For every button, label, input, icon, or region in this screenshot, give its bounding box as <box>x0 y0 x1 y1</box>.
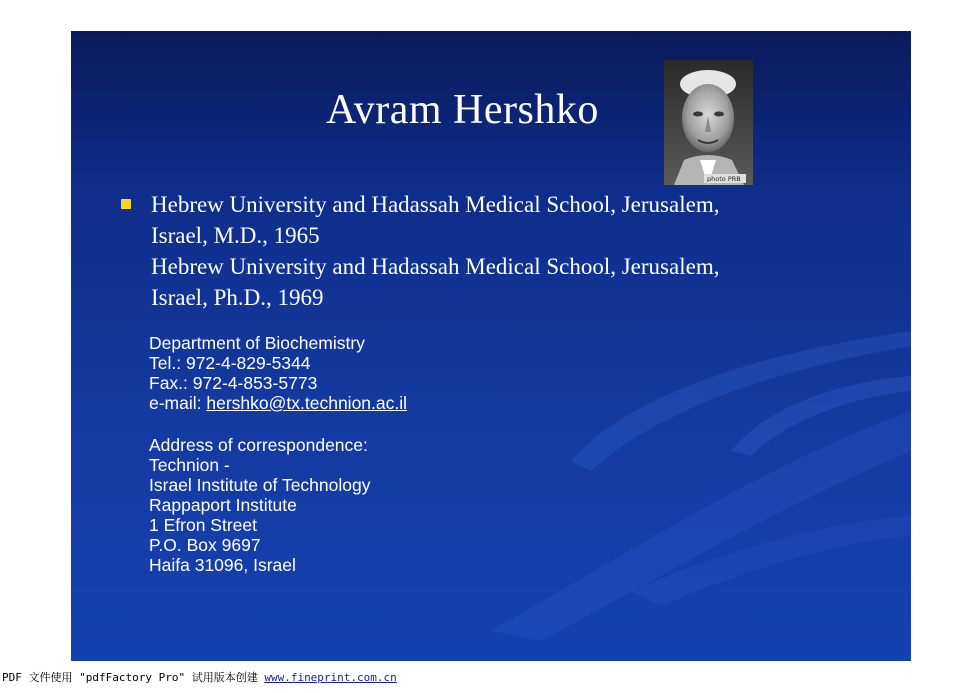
phone-text: Tel.: 972-4-829-5344 <box>149 353 311 373</box>
education-line: Israel, Ph.D., 1969 <box>151 285 324 310</box>
slide-title: Avram Hershko <box>326 87 599 133</box>
address-line: Israel Institute of Technology <box>149 475 371 495</box>
pdf-footer <box>2 669 397 685</box>
bullet-square-icon <box>121 199 131 209</box>
email-line <box>149 393 649 413</box>
education-line: Hebrew University and Hadassah Medical School, Jerusalem, <box>151 192 720 217</box>
portrait-photo <box>664 60 753 185</box>
footer-link[interactable]: www.fineprint.com.cn <box>264 671 397 684</box>
footer-text: PDF 文件使用 "pdfFactory Pro" 试用版本创建 <box>2 671 265 684</box>
slide <box>71 31 911 661</box>
education-line: Hebrew University and Hadassah Medical School, Jerusalem, <box>151 254 720 279</box>
address-line: 1 Efron Street <box>149 515 257 535</box>
contact-block <box>149 333 649 575</box>
address-line: Haifa 31096, Israel <box>149 555 296 575</box>
address-line: Rappaport Institute <box>149 495 297 515</box>
education-bullet <box>121 189 881 313</box>
address-line: Technion - <box>149 455 230 475</box>
fax-text: Fax.: 972-4-853-5773 <box>149 373 318 393</box>
department-text: Department of Biochemistry <box>149 333 365 353</box>
address-line: P.O. Box 9697 <box>149 535 261 555</box>
education-line: Israel, M.D., 1965 <box>151 223 320 248</box>
address-heading: Address of correspondence: <box>149 435 368 455</box>
photo-credit: photo PRB <box>707 175 741 183</box>
portrait-image <box>664 60 753 185</box>
email-link[interactable]: hershko@tx.technion.ac.il <box>206 393 408 413</box>
email-label: e-mail: <box>149 393 207 413</box>
